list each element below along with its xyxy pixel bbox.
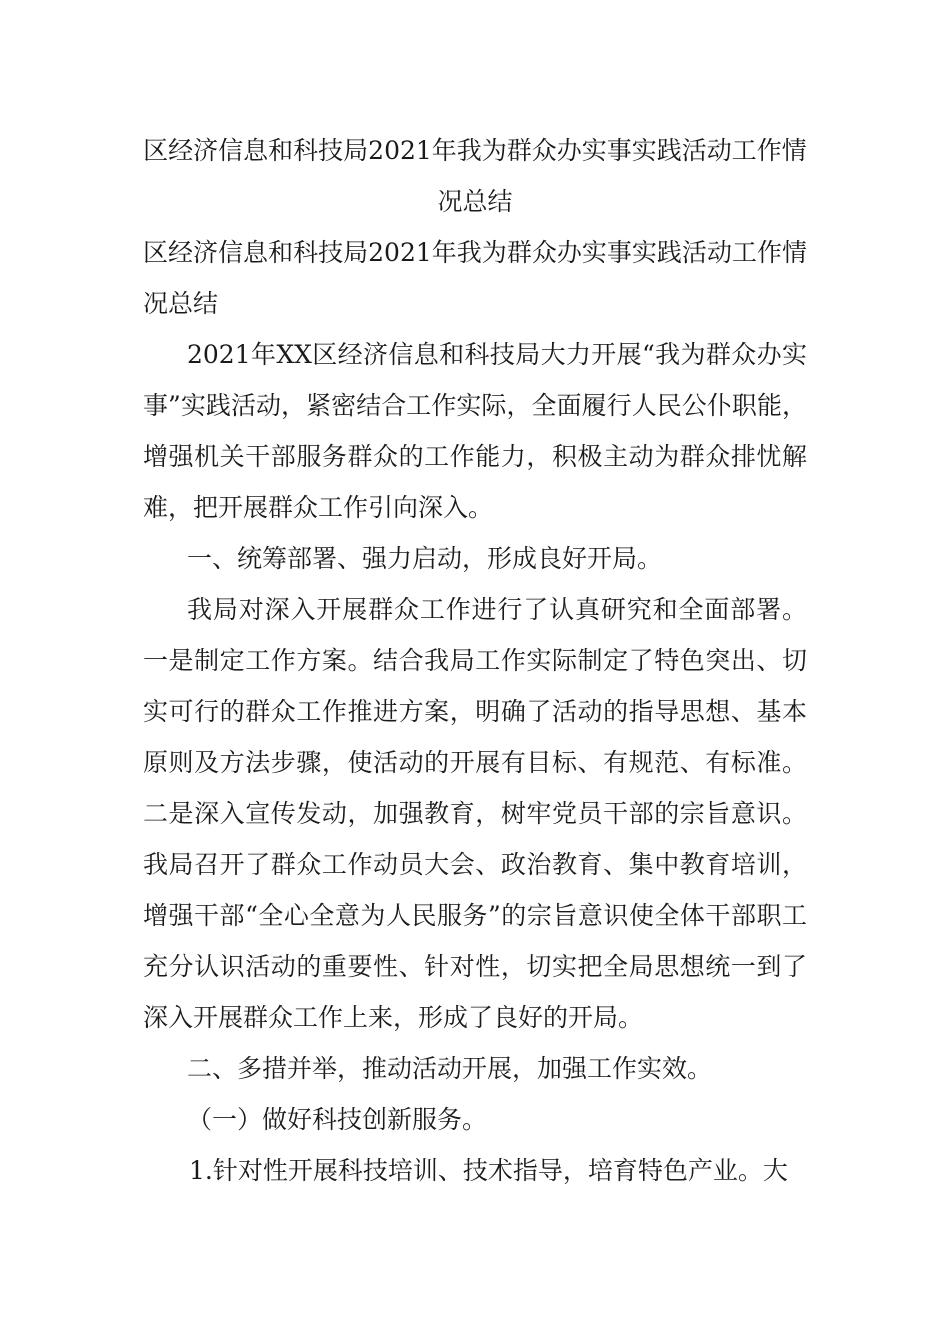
intro-paragraph: 2021年XX区经济信息和科技局大力开展“我为群众办实事”实践活动，紧密结合工作实际，全面履行人民公仆职能，增强机关干部服务群众的工作能力，积极主动为群众排忧解难，把开展群众工作引向深入。 [143, 340, 807, 522]
body-paragraph-2: 1.针对性开展科技培训、技术指导，培育特色产业。大 [189, 1156, 788, 1185]
document-body [143, 125, 807, 1196]
subtitle-paragraph: 区经济信息和科技局2021年我为群众办实事实践活动工作情况总结 [143, 238, 807, 318]
body-paragraph-1: 我局对深入开展群众工作进行了认真研究和全面部署。一是制定工作方案。结合我局工作实际制定了特色突出、切实可行的群众工作推进方案，明确了活动的指导思想、基本原则及方法步骤，使活动的开展有目标、有规范、有标准。二是深入宣传发动，加强教育，树牢党员干部的宗旨意识。我局召开了群众工作动员大会、政治教育、集中教育培训，增强干部“全心全意为人民服务”的宗旨意识使全体干部职工充分认识活动的重要性、针对性，切实把全局思想统一到了深入开展群众工作上来，形成了良好的开局。 [143, 595, 807, 1032]
section-heading-2: 二、多措并举，推动活动开展，加强工作实效。 [187, 1054, 713, 1083]
document-title: 区经济信息和科技局2021年我为群众办实事实践活动工作情况总结 [143, 136, 807, 216]
section-heading-1: 一、统筹部署、强力启动，形成良好开局。 [187, 544, 663, 573]
subsection-heading-1: （一）做好科技创新服务。 [187, 1105, 488, 1134]
